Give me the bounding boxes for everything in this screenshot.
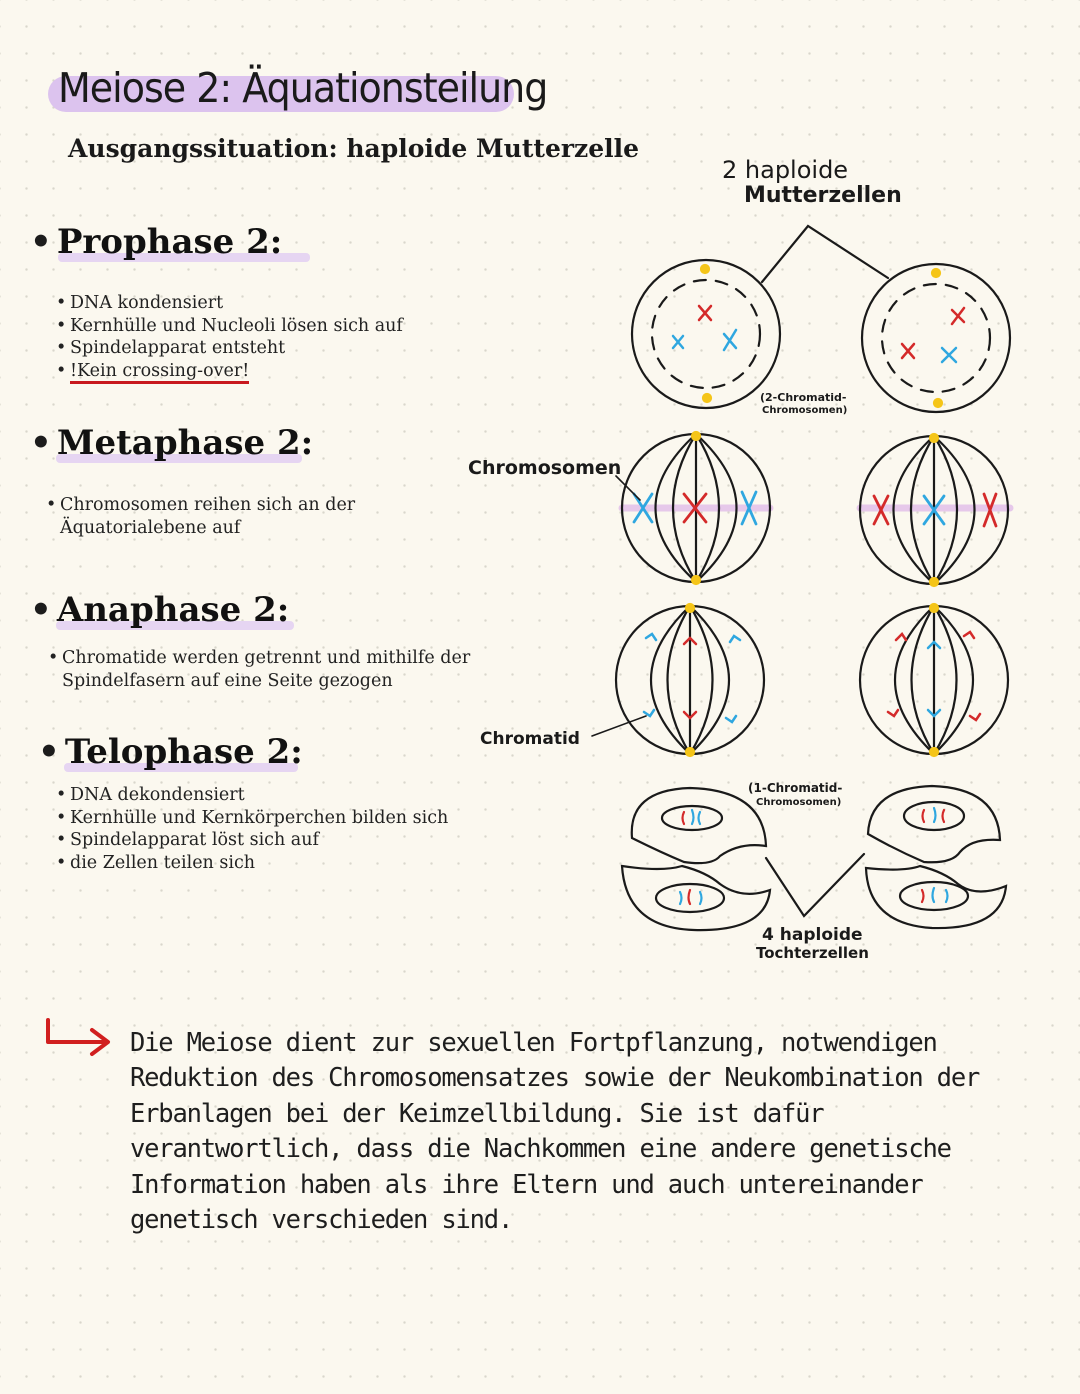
prophase-cell-right: [862, 264, 1010, 412]
label-one-chromatid-line1: (1-Chromatid-: [748, 781, 843, 795]
list-item: • Spindelapparat löst sich auf: [56, 829, 448, 852]
list-item: • DNA kondensiert: [56, 292, 403, 315]
metaphase-heading: Metaphase 2:: [56, 423, 314, 463]
telophase-cell-right: [866, 786, 1006, 928]
page-subtitle: Ausgangssituation: haploide Mutterzelle: [68, 134, 640, 163]
summary-text: Die Meiose dient zur sexuellen Fortpflanzung, notwendigen Reduktion des Chromosomensatzes sowie der Neukombination der Erbanlagen bei der Keimzellbildung. Sie ist dafür verantwortlich, dass die Nachkommen eine andere genetische Information haben als ihre Eltern und auch untereinander genetisch verschieden sind.: [130, 1028, 980, 1236]
list-item: • die Zellen teilen sich: [56, 852, 448, 875]
label-mother-cells-line1: 2 haploide: [722, 156, 849, 184]
anaphase-heading: Anaphase 2:: [56, 590, 290, 630]
anaphase-cell-left: [592, 604, 764, 756]
label-two-chromatid-line1: (2-Chromatid-: [760, 391, 847, 404]
list-item: • Kernhülle und Nucleoli lösen sich auf: [56, 315, 403, 338]
page-title: Meiose 2: Äquationsteilung: [58, 64, 548, 112]
daughter-cells-connector: [766, 854, 864, 916]
label-chromosomes: Chromosomen: [468, 457, 622, 479]
label-one-chromatid-line2: Chromosomen): [756, 797, 842, 808]
list-item: • DNA dekondensiert: [56, 784, 448, 807]
bullet-icon: •: [38, 732, 60, 772]
bullet-icon: •: [30, 590, 52, 630]
list-item: • Kernhülle und Kernkörperchen bilden sich: [56, 807, 448, 830]
label-daughter-cells-line2: Tochterzellen: [756, 944, 869, 962]
label-chromatid: Chromatid: [480, 729, 580, 749]
bullet-icon: •: [30, 423, 52, 463]
list-item: • Chromatide werden getrennt und mithilfe der Spindelfasern auf eine Seite gezogen: [48, 647, 522, 692]
mother-cells-connector: [762, 226, 888, 282]
telophase-heading: Telophase 2:: [64, 732, 303, 772]
list-item: • Chromosomen reihen sich an der Äquatorialebene auf: [46, 494, 390, 539]
bullet-icon: •: [30, 222, 52, 262]
list-item: • Spindelapparat entsteht: [56, 337, 403, 360]
label-two-chromatid-line2: Chromosomen): [762, 405, 848, 416]
prophase-cell-left: [632, 260, 780, 408]
label-mother-cells-line2: Mutterzellen: [744, 183, 902, 208]
prophase-heading: Prophase 2:: [56, 222, 283, 262]
telophase-cell-left: [622, 788, 770, 930]
metaphase-cell-left: [616, 432, 770, 584]
anaphase-cell-right: [860, 604, 1008, 756]
conclusion-arrow-icon: [40, 1016, 120, 1060]
no-crossing-over-note: !Kein crossing-over!: [70, 361, 249, 384]
label-daughter-cells-line1: 4 haploide: [762, 925, 863, 945]
metaphase-cell-right: [860, 434, 1010, 586]
